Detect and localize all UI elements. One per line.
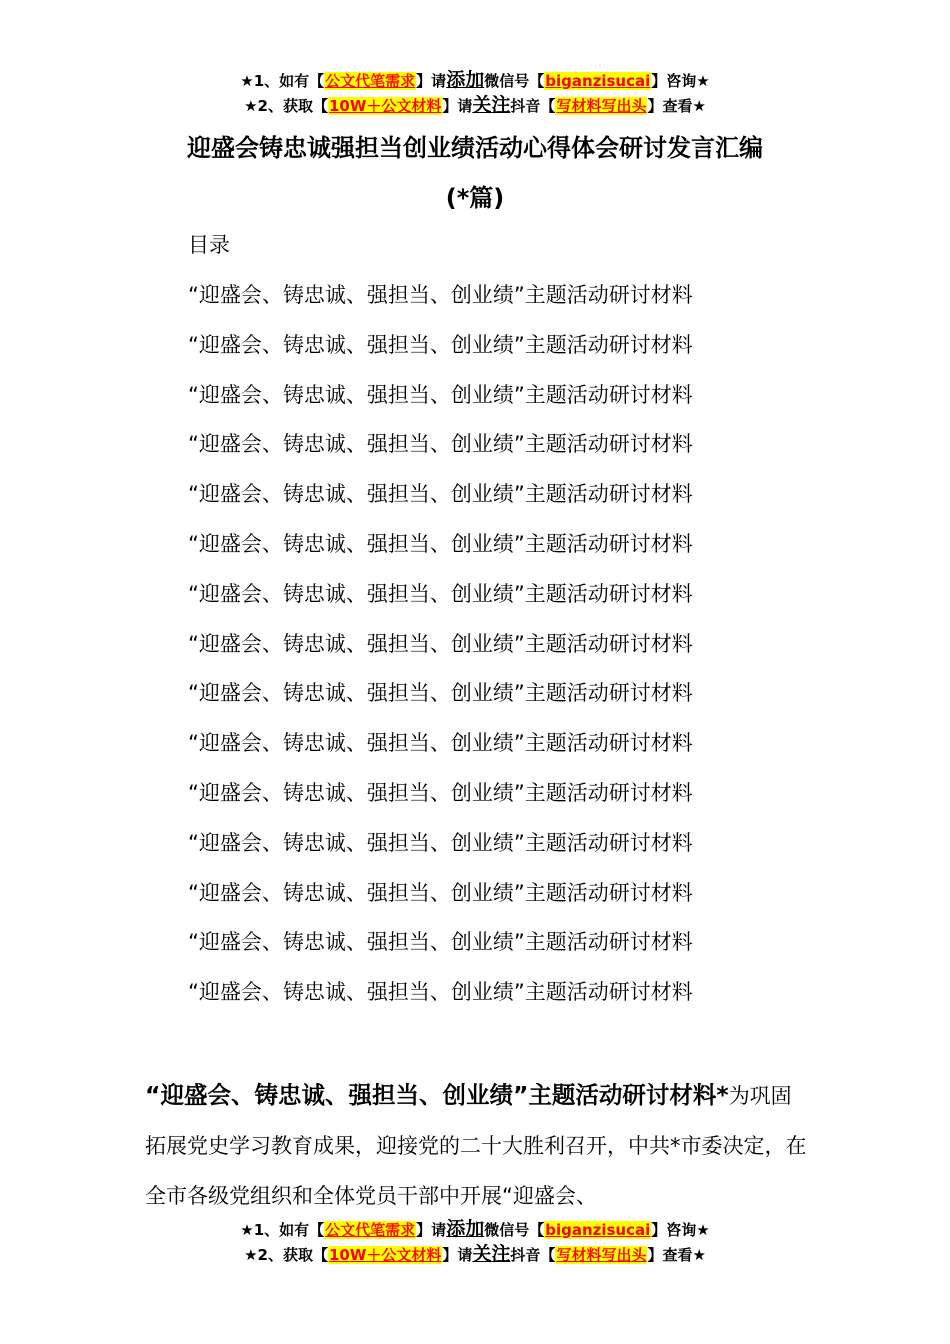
highlight-wechat-id: biganzisucai <box>545 72 651 90</box>
footer-ad-line-1: ★1、如有【公文代笔需求】请添加微信号【biganzisucai】咨询★ <box>240 1218 710 1240</box>
toc-item: “迎盛会、铸忠诚、强担当、创业绩”主题活动研讨材料 <box>188 332 693 357</box>
toc-item: “迎盛会、铸忠诚、强担当、创业绩”主题活动研讨材料 <box>188 780 693 805</box>
toc-item: “迎盛会、铸忠诚、强担当、创业绩”主题活动研讨材料 <box>188 930 693 955</box>
highlight-douyin-account: 写材料写出头 <box>556 1246 647 1264</box>
toc-item: “迎盛会、铸忠诚、强担当、创业绩”主题活动研讨材料 <box>188 880 693 905</box>
highlight-service: 公文代笔需求 <box>325 72 416 90</box>
highlight-materials: 10W＋公文材料 <box>328 1246 442 1264</box>
toc-item: “迎盛会、铸忠诚、强担当、创业绩”主题活动研讨材料 <box>188 283 693 307</box>
highlight-service: 公文代笔需求 <box>325 1221 416 1239</box>
toc-item: “迎盛会、铸忠诚、强担当、创业绩”主题活动研讨材料 <box>188 731 693 756</box>
toc-item: “迎盛会、铸忠诚、强担当、创业绩”主题活动研讨材料 <box>188 432 693 457</box>
toc-list <box>188 280 693 1027</box>
highlight-materials: 10W＋公文材料 <box>328 97 442 115</box>
section-body: 为巩固拓展党史学习教育成果，迎接党的二十大胜利召开，中共*市委决定，在全市各级党组织和全体党员干部中开展“迎盛会、 <box>145 1084 807 1208</box>
toc-item: “迎盛会、铸忠诚、强担当、创业绩”主题活动研讨材料 <box>188 482 693 507</box>
toc-item: “迎盛会、铸忠诚、强担当、创业绩”主题活动研讨材料 <box>188 631 693 656</box>
highlight-douyin-account: 写材料写出头 <box>556 97 647 115</box>
section-paragraph <box>145 1070 810 1221</box>
highlight-wechat-id: biganzisucai <box>545 1221 651 1239</box>
document-subtitle-count: (*篇) <box>445 184 505 212</box>
toc-item: “迎盛会、铸忠诚、强担当、创业绩”主题活动研讨材料 <box>188 531 693 556</box>
toc-item: “迎盛会、铸忠诚、强担当、创业绩”主题活动研讨材料 <box>188 581 693 606</box>
toc-item: “迎盛会、铸忠诚、强担当、创业绩”主题活动研讨材料 <box>188 681 693 706</box>
header-ad-line-2: ★2、获取【10W＋公文材料】请关注抖音【写材料写出头】查看★ <box>244 94 706 116</box>
toc-item: “迎盛会、铸忠诚、强担当、创业绩”主题活动研讨材料 <box>188 382 693 407</box>
section-heading: “迎盛会、铸忠诚、强担当、创业绩”主题活动研讨材料* <box>145 1081 729 1109</box>
document-title: 迎盛会铸忠诚强担当创业绩活动心得体会研讨发言汇编 <box>187 134 763 162</box>
toc-item: “迎盛会、铸忠诚、强担当、创业绩”主题活动研讨材料 <box>188 980 693 1005</box>
toc-heading: 目录 <box>188 233 230 257</box>
header-ad-line-1: ★1、如有【公文代笔需求】请添加微信号【biganzisucai】咨询★ <box>240 69 710 91</box>
footer-ad-line-2: ★2、获取【10W＋公文材料】请关注抖音【写材料写出头】查看★ <box>244 1243 706 1265</box>
toc-item: “迎盛会、铸忠诚、强担当、创业绩”主题活动研讨材料 <box>188 830 693 855</box>
